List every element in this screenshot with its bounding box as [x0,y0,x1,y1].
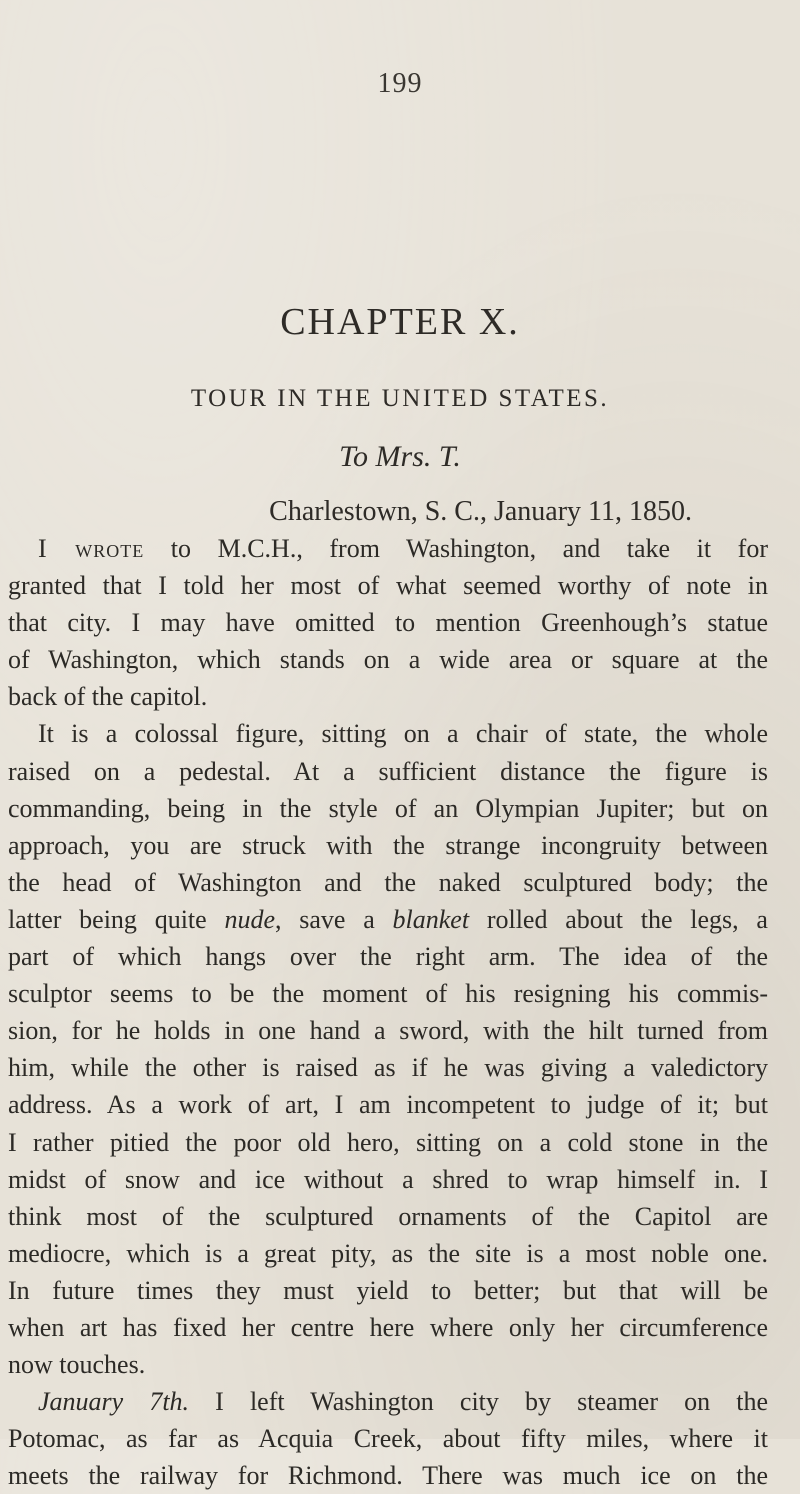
letter-addressee: To Mrs. T. [339,440,461,473]
text-line: that city. I may have omitted to mention Greenhough’s statue [8,608,768,638]
text-line: In future times they must yield to better; but that will be [8,1275,768,1305]
letter-dateline: Charlestown, S. C., January 11, 1850. [269,496,692,527]
text-line [38,1383,768,1420]
text-line: think most of the sculptured ornaments of the Capitol are [8,1201,768,1231]
text-line: of Washington, which stands on a wide area or square at the [8,645,768,675]
line-text: , save a [275,904,393,934]
text-line [38,530,768,567]
section-title: TOUR IN THE UNITED STATES. [190,385,610,412]
text-line: commanding, being in the style of an Olympian Jupiter; but on [8,793,768,823]
italic-word: nude [224,904,275,934]
line-text: rolled about the legs, a [469,904,768,934]
text-line: sculptor seems to be the moment of his resigning his commis- [8,979,768,1009]
line-text: latter being quite [8,904,225,934]
text-line: when art has fixed her centre here where only her circumference [8,1312,768,1342]
text-line: I rather pitied the poor old hero, sitting on a cold stone in the [8,1127,768,1157]
text-line: granted that I told her most of what seemed worthy of note in [8,571,768,601]
body-text [0,530,800,1494]
text-line: meets the railway for Richmond. There was much ice on the [8,1461,768,1491]
text-line: midst of snow and ice without a shred to wrap himself in. I [8,1164,768,1194]
line-text: I left Washington city by steamer on the [189,1387,768,1417]
text-line: address. As a work of art, I am incompetent to judge of it; but [8,1090,768,1120]
line-text: to M.C.H., from Washington, and take it for [144,534,768,563]
text-line: him, while the other is raised as if he was giving a valedictory [8,1053,768,1083]
text-line: part of which hangs over the right arm. The idea of the [8,942,768,972]
italic-word: blanket [392,904,470,934]
text-line: the head of Washington and the naked sculptured body; the [8,867,768,897]
text-line: back of the capitol. [8,682,208,712]
lead-small-caps: I wrote [38,534,145,563]
italic-date: January 7th. [38,1387,190,1417]
text-line: raised on a pedestal. At a sufficient distance the figure is [8,756,768,786]
text-line: approach, you are struck with the strange incongruity between [8,830,768,860]
text-line [8,901,768,938]
text-line: sion, for he holds in one hand a sword, with the hilt turned from [8,1016,768,1046]
chapter-title: CHAPTER X. [280,301,520,343]
text-line: It is a colossal figure, sitting on a chair of state, the whole [38,719,768,749]
text-line: Potomac, as far as Acquia Creek, about fifty miles, where it [8,1424,768,1454]
page-number: 199 [377,68,423,99]
text-line: mediocre, which is a great pity, as the site is a most noble one. [8,1238,768,1268]
text-line: now touches. [8,1350,146,1380]
